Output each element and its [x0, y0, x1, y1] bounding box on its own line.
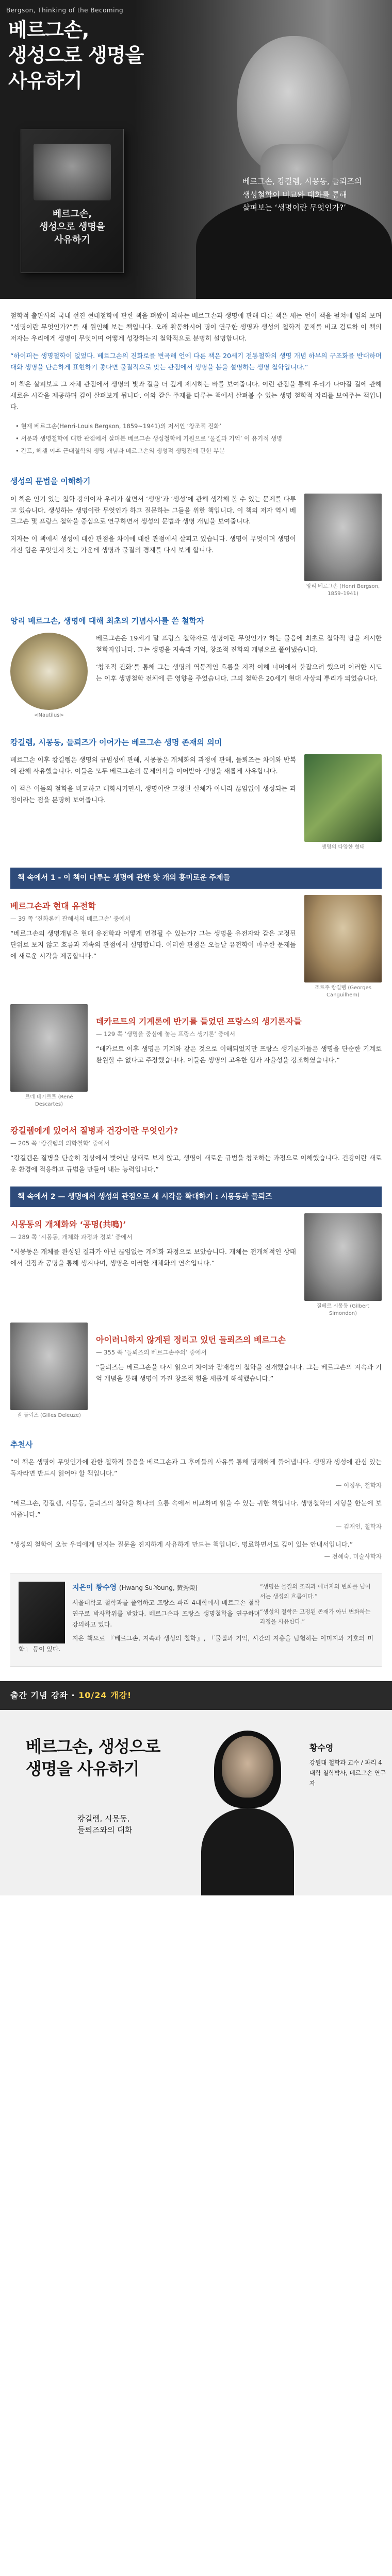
book-cover-photo: [34, 144, 111, 200]
figure-caption: 생명의 다양한 형태: [321, 844, 365, 851]
author-box: [10, 1573, 382, 1667]
excerpt-title: 데카르트의 기계론에 반기를 들었던 프랑스의 생기론자들: [96, 1016, 302, 1026]
recommendation-author: — 김재인, 철학자: [335, 1522, 382, 1530]
recommendation: [10, 1498, 382, 1532]
book-title-line: 사유하기: [54, 234, 90, 246]
bullet-item: • 서문과 생명철학에 대한 관점에서 살펴본 베르그손 생성철학에 기원으로 ‘물질과 기억’ 이 유기적 생명: [15, 435, 283, 443]
excerpt-paragraph: “베르그손의 생명개념은 현대 유전학과 어떻게 연결될 수 있는가? 그는 생명을 유전자와 같은 고정된 단위로 보지 않고 흐름과 지속의 관점에서 설명합니다. 이러한 관점은 오늘날 유전학이 마주한 문제들에 새로운 시각을 제공합니다.”: [10, 929, 296, 960]
excerpt-paragraph: “데카르트 이후 생명은 기계와 같은 것으로 이해되었지만 프랑스 생기론자들은 생명을 단순한 기계로 환원할 수 없다고 주장했습니다. 이들은 생명의 고유한 힘과 자율성을 강조하였습니다.”: [96, 1044, 382, 1064]
recommendation: [10, 1456, 382, 1490]
recommendation: [10, 1539, 382, 1562]
excerpt-source: — 129 쪽 ‘생명을 중심에 놓는 프랑스 생기론’ 중에서: [96, 1030, 235, 1038]
excerpt-paragraph: “캉길렘은 질병을 단순히 정상에서 벗어난 상태로 보지 않고, 생명이 새로운 규범을 창조하는 과정으로 이해했습니다. 건강이란 새로운 환경에 적응하고 규범을 만들어 내는 능력입니다.”: [10, 1154, 382, 1173]
section-heading: 앙리 베르그손, 생명에 대해 최초의 기념사사를 쓴 철학자: [10, 616, 204, 625]
excerpt-heading: [10, 1124, 382, 1148]
excerpt-source: — 355 쪽 ‘들뢰즈의 베르그손주의’ 중에서: [96, 1349, 207, 1356]
section-heading: 캉길렘, 시몽동, 들뢰즈가 이어가는 베르그손 생명 존재의 의미: [10, 737, 222, 747]
lecture-section: [0, 1710, 392, 1895]
section-paragraph: 이 책은 인기 있는 철학 강의이자 우리가 살면서 ‘생명’과 ‘생성’에 관해 생각해 볼 수 있는 문제를 다루고 있습니다. 생성하는 생명이란 무엇인가 하고 질문하는 그들을 위한 책입니다. 이 책의 저자 역시 베르그손 및 프랑스 철학을 중심으로 연구하면서 생성의 문법과 생명 개념을 보여줍니다.: [10, 495, 296, 526]
lecture-title-line: 생명을 사유하기: [26, 1758, 139, 1778]
figure-caption: <Nautilus>: [34, 712, 64, 718]
canguilhem-photo: [304, 895, 382, 982]
recommendation-text: “이 책은 생명이 무엇인가에 관한 철학적 물음을 베르그손과 그 후예들의 사유를 통해 명쾌하게 풀어냅니다. 생명과 생성에 관심 있는 독자라면 반드시 읽어야 할 책입니다.”: [10, 1458, 382, 1478]
section-heading: 생성의 문법을 이해하기: [10, 477, 91, 486]
hero-banner: [0, 0, 392, 299]
intro-bullets: [10, 419, 382, 463]
intro-paragraph: 철학적 출판사의 국내 선진 현대철학에 관한 책을 펴왔어 의하는 베르그손과 생명에 관해 다룬 책은 새는 언이 책을 펼쳐에 엄의 보며 “생명이란 무엇인가?”를 새 원인해 보는 책입니다. 오래 활동하시어 명이 연구한 생명과 생성의 철학적 문제를 비교 검토하 이 책의 저자는 우리에게 생명이 무엇이며 어떻게 성장하는지 철학적으로 분명히 설명합니다.: [10, 312, 382, 342]
hero-title-line: 사유하기: [8, 69, 82, 92]
figure-descartes: [10, 1004, 88, 1108]
figure-bergson: [304, 494, 382, 598]
section-paragraph: 저자는 이 책에서 생성에 대한 관점을 차이에 대한 관점에서 살피고 있습니다. 생명이 무엇이며 생명이 가진 힘은 무엇인지 찾는 가운데 생명과 물질의 경계를 다시 보게 합니다.: [10, 535, 296, 554]
author-quotes: [260, 1582, 373, 1632]
simondon-photo: [304, 1213, 382, 1301]
hero-title-line: 생성으로 생명을: [8, 44, 144, 67]
section-paragraph: 베르그손 이후 캉길렘은 생명의 규범성에 관해, 시몽동은 개체화의 과정에 관해, 들뢰즈는 차이와 반복에 관해 사유했습니다. 이들은 모두 베르그손의 문제의식을 이어받아 생명을 새롭게 사유합니다.: [10, 756, 296, 775]
hero-quote-line: 생성철학이 비교와 대화를 통해: [242, 190, 347, 199]
speaker-body: [201, 1808, 294, 1895]
author-quote: “생성의 철학은 고정된 존재가 아닌 변화하는 과정을 사유한다.”: [260, 1608, 371, 1625]
excerpt-title: 시몽동의 개체화와 ‘공명(共鳴)’: [10, 1219, 126, 1229]
lecture-banner[interactable]: 출간 기념 강좌 · 10/24 개강!: [0, 1681, 392, 1710]
author-bio: 지은 책으로 『베르그손, 지속과 생성의 철학』, 『물질과 기억, 시간의 지층을 탐험하는 이미지와 기호의 미학』 등이 있다.: [19, 1634, 373, 1653]
excerpt-source: — 39 쪽 ‘진화론에 관해서의 베르그손’ 중에서: [10, 914, 131, 922]
main-content: [0, 299, 392, 1681]
lizard-image: [304, 754, 382, 842]
part-heading-bar: 책 속에서 2 — 생명에서 생성의 관점으로 새 시각을 확대하기 : 시몽동과 들뢰즈: [10, 1187, 382, 1208]
excerpt-title: 베르그손과 현대 유전학: [10, 901, 96, 911]
figure-deleuze: [10, 1323, 88, 1419]
section-paragraph: 이 책은 이들의 철학을 비교하고 대화시키면서, 생명이란 고정된 실체가 아니라 끊임없이 생성되는 과정이라는 점을 분명히 보여줍니다.: [10, 784, 296, 804]
excerpt-source: — 205 쪽 ‘캉길렘의 의학철학’ 중에서: [10, 1139, 110, 1147]
figure-caption: 조르주 캉길렘 (Georges Canguilhem): [315, 985, 371, 998]
speaker-info: [309, 1741, 387, 1788]
hero-quote-line: 베르그손, 캉길렘, 시몽동, 들뢰즈의: [242, 177, 362, 186]
bullet-item: • 칸트, 헤겔 이후 근대철학의 생명 개념과 베르그손의 생성적 생명관에 관한 부분: [15, 447, 225, 455]
intro-paragraph: 이 책은 살펴보고 그 자체 관점에서 생명의 빛과 길을 더 깊게 제시하는 바를 보여줍니다. 이런 관점을 통해 우리가 나아갈 길에 관해 새로운 시각을 제공하며 깊이 살펴보게 됩니다. 이와 같은 주제를 다루는 책에서 살펴볼 수 있는 생명 철학적 자리를 보여주는 책입니다.: [10, 380, 382, 411]
lecture-banner-date: 10/24 개강!: [78, 1690, 132, 1700]
figure-caption: 르네 데카르트 (René Descartes): [25, 1094, 73, 1107]
speaker-description: 강원대 철학과 교수 / 파리 4대학 철학박사, 베르그손 연구자: [309, 1758, 386, 1787]
lecture-subtitle-line: 들뢰즈와의 대화: [77, 1825, 133, 1835]
figure-caption: 질베르 시몽동 (Gilbert Simondon): [316, 1303, 370, 1316]
author-name-sub: (Hwang Su-Young, 黃秀榮): [119, 1584, 198, 1591]
bullet-item: • 현재 베르그손(Henri-Louis Bergson, 1859~1941)의 저서인 ‘창조적 진화’: [15, 422, 222, 430]
figure-lizard: [304, 754, 382, 851]
excerpt-title: 아이러니하지 않게된 정리고 있던 들뢰즈의 베르그손: [96, 1335, 286, 1345]
author-name-text: 지은이 황수영: [72, 1584, 117, 1592]
speaker-face: [222, 1736, 273, 1798]
section-paragraph: ‘창조적 진화’를 통해 그는 생명의 역동적인 흐름을 지적 이해 너머에서 붙잡으려 했으며 이러한 시도는 이후 생명철학 전체에 큰 영향을 주었습니다. 그의 철학은 20세기 현대 사상의 뿌리가 되었습니다.: [96, 663, 382, 682]
hero-title-line: 베르그손,: [8, 19, 89, 41]
hero-quote: [242, 175, 382, 215]
excerpt-title: 캉길렘에게 있어서 질병과 건강이란 무엇인가?: [10, 1125, 178, 1136]
figure-caption: 앙리 베르그손 (Henri Bergson, 1859–1941): [306, 583, 380, 597]
lecture-title: [26, 1736, 160, 1780]
figure-simondon: [304, 1213, 382, 1317]
book-title-line: 생성으로 생명을: [39, 222, 105, 233]
speaker-photo: [201, 1731, 294, 1895]
descartes-photo: [10, 1004, 88, 1092]
book-cover-title: [29, 208, 115, 247]
excerpt-paragraph: “시몽동은 개체를 완성된 결과가 아닌 끊임없는 개체화 과정으로 보았습니다. 개체는 전개체적인 상태에서 긴장과 공명을 통해 생겨나며, 생명은 이러한 개체화의 연속입니다.”: [10, 1248, 296, 1267]
hero-tagline: Bergson, Thinking of the Becoming: [6, 7, 124, 14]
author-bio: 서울대학교 철학과를 졸업하고 프랑스 파리 4대학에서 베르그손 철학 연구로 박사학위를 받았다. 베르그손과 프랑스 생명철학을 연구하며 강의하고 있다.: [72, 1599, 260, 1628]
book-thumbnail[interactable]: [19, 1582, 65, 1643]
lecture-banner-label: 출간 기념 강좌: [10, 1690, 68, 1700]
part-heading-bar: 책 속에서 1 - 이 책이 다루는 생명에 관한 핫 개의 흥미로운 주제들: [10, 868, 382, 889]
figure-caption: 질 들뢰즈 (Gilles Deleuze): [17, 1413, 81, 1418]
speaker-name: 황수영: [309, 1742, 334, 1753]
figure-nautilus: [10, 633, 88, 719]
lecture-subtitle: [77, 1813, 132, 1836]
section-paragraph: 베르그손은 19세기 말 프랑스 철학자로 생명이란 무엇인가? 하는 물음에 최초로 철학적 답을 제시한 철학자입니다. 그는 생명을 지속과 기억, 창조적 진화의 개념으로 풀어냈습니다.: [96, 634, 382, 653]
recommendation-author: — 전혜숙, 미술사학자: [324, 1552, 382, 1560]
excerpt-source: — 289 쪽 ‘시몽동, 개체화 과정과 정보’ 중에서: [10, 1233, 133, 1241]
book-cover[interactable]: [21, 129, 124, 273]
figure-canguilhem: [304, 895, 382, 999]
author-quote: “생명은 물질의 조직과 에너지의 변화를 넘어서는 생성의 흐름이다.”: [260, 1583, 371, 1600]
excerpt-paragraph: “들뢰즈는 베르그손을 다시 읽으며 차이와 잠재성의 철학을 전개했습니다. 그는 베르그손의 지속과 기억 개념을 통해 생명이 가진 창조적 힘을 새롭게 해석했습니다.”: [96, 1363, 382, 1382]
book-title-line: 베르그손,: [52, 209, 92, 219]
recommendation-text: “생성의 철학이 오늘 우리에게 던지는 질문을 진지하게 사유하게 만드는 책입니다. 명료하면서도 깊이 있는 안내서입니다.”: [10, 1540, 353, 1548]
recommend-heading: 추천사: [10, 1440, 33, 1449]
recommendation-text: “베르그손, 캉길렘, 시몽동, 들뢰즈의 철학을 하나의 흐름 속에서 비교하며 읽을 수 있는 귀한 책입니다. 생명철학의 지형을 한눈에 보여줍니다.”: [10, 1499, 382, 1518]
bergson-photo: [304, 494, 382, 581]
hero-quote-line: 살펴보는 ‘생명이란 무엇인가?’: [242, 203, 346, 212]
recommendation-author: — 이정우, 철학자: [335, 1482, 382, 1489]
deleuze-photo: [10, 1323, 88, 1410]
lecture-subtitle-line: 캉길렘, 시몽동,: [77, 1814, 130, 1823]
nautilus-shell-image: [10, 633, 88, 710]
intro-quote: “하이퍼는 생명철학이 없었다. 베르그손의 진화로를 변곡해 언에 다룬 책은 20세기 전통철학의 생명 개념 하부의 구조화를 반대하며 대화 생명을 단순하게 표현하기 좋다면 물질적으로 맞는 관점에서 생명을 봄을 설명하는 생명 철학입니다.”: [10, 351, 382, 371]
hero-title: [8, 18, 143, 94]
lecture-title-line: 베르그손, 생성으로: [26, 1736, 160, 1756]
